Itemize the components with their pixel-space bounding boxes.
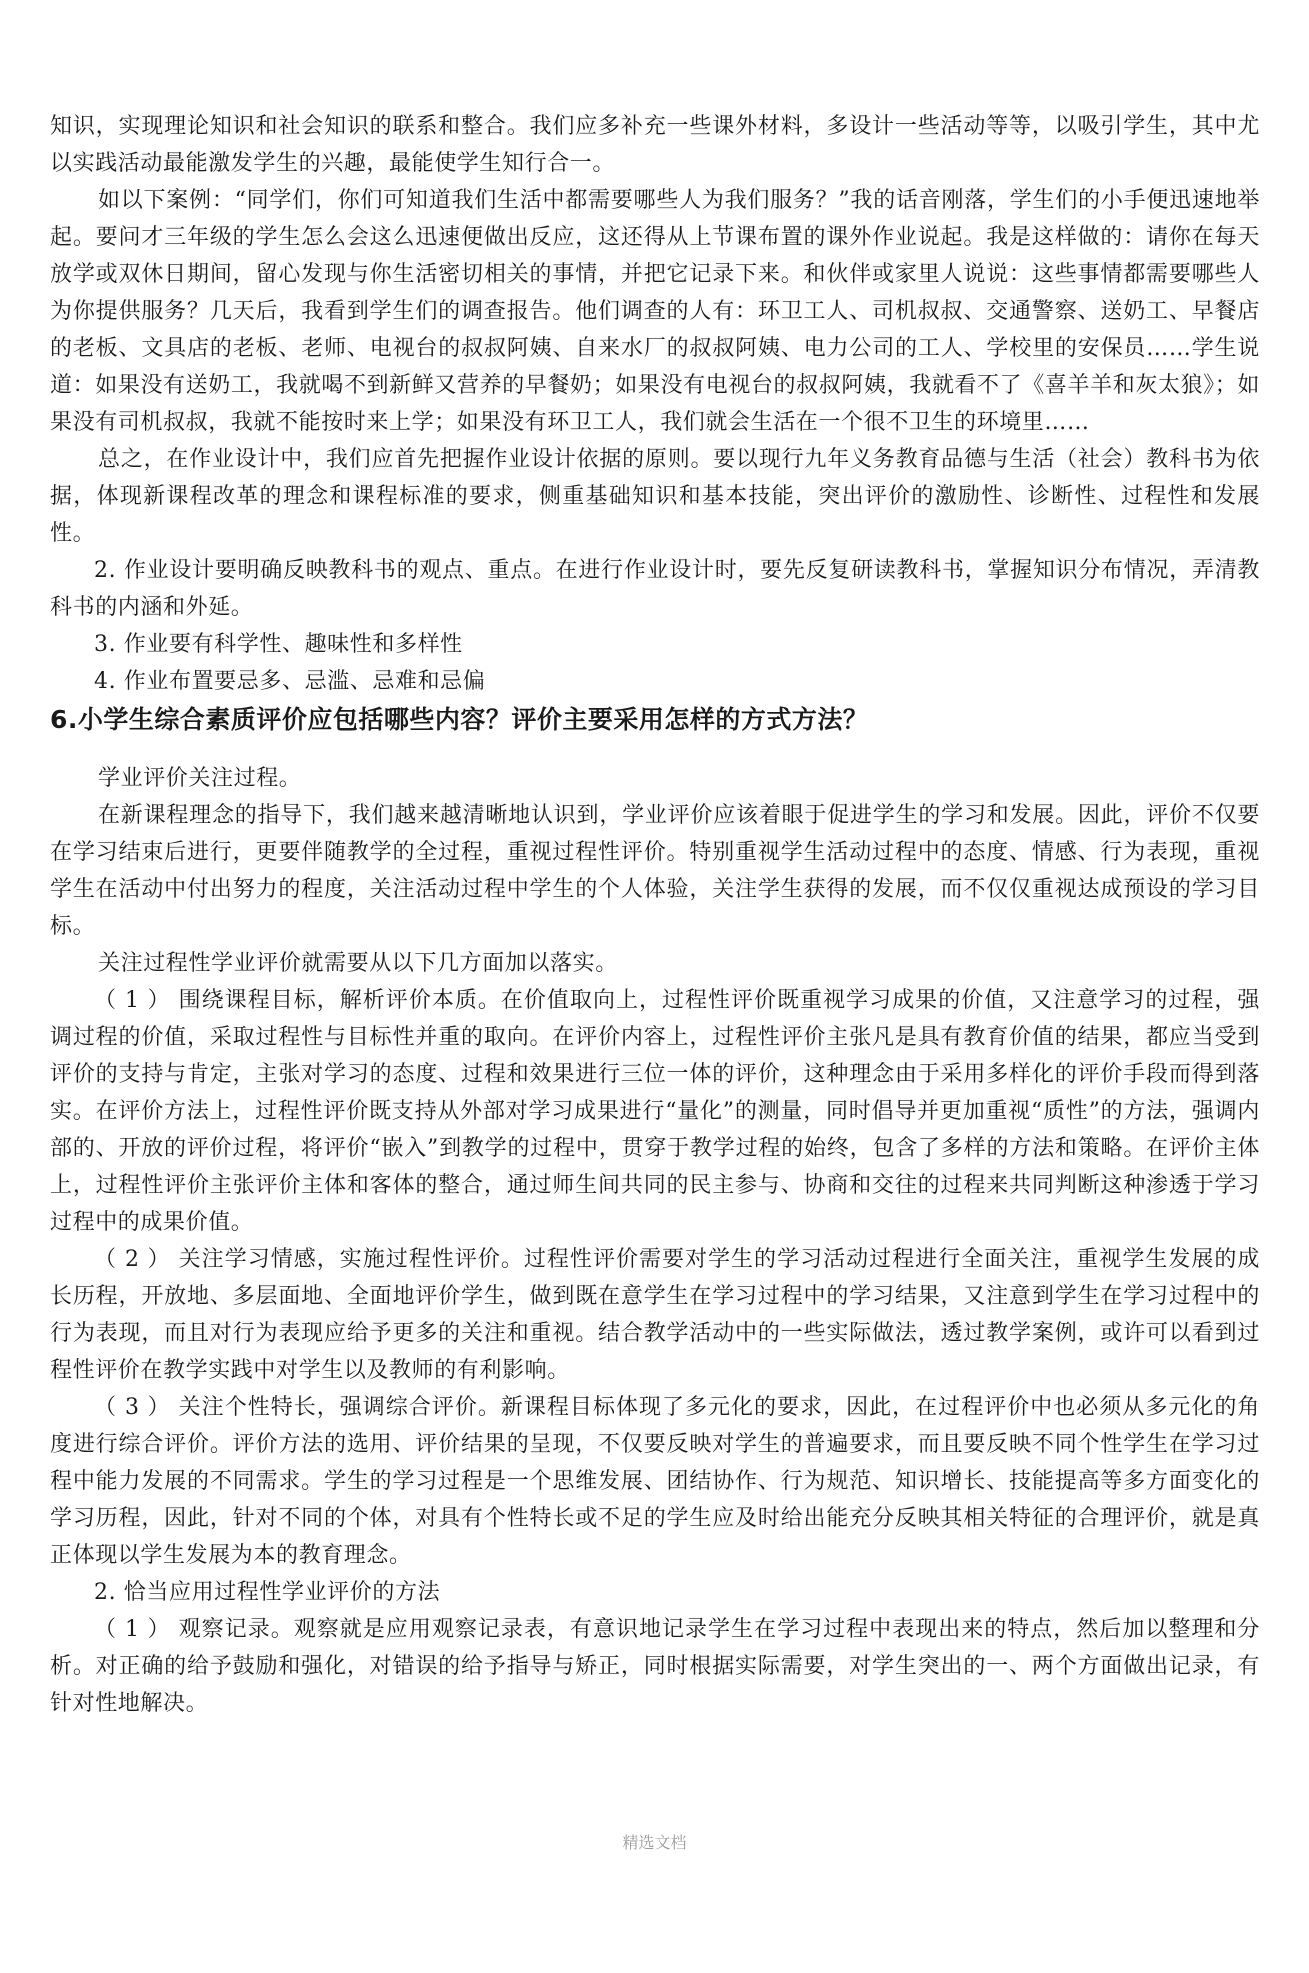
paragraph-implementation: 关注过程性学业评价就需要从以下几方面加以落实。 xyxy=(98,951,618,976)
paragraph-continuation: 知识，实现理论知识和社会知识的联系和整合。我们应多补充一些课外材料，多设计一些活动等等，以吸引学生，其中尤以实践活动最能激发学生的兴趣，最能使学生知行合一。 xyxy=(50,114,1260,176)
paragraph-point-3: （ 3 ） 关注个性特长，强调综合评价。新课程目标体现了多元化的要求，因此，在过程评价中也必须从多元化的角度进行综合评价。评价方法的选用、评价结果的呈现，不仅要反映对学生的普遍要求，而且要反映不同个性学生在学习过程中能力发展的不同需求。学生的学习过程是一个思维发展、团结协作、行为规范、知识增长、技能提高等多方面变化的学习历程，因此，针对不同的个体，对具有个性特长或不足的学生应及时给出能充分反映其相关特征的合理评价，就是真正体现以学生发展为本的教育理念。 xyxy=(50,1395,1260,1568)
paragraph-new-curriculum: 在新课程理念的指导下，我们越来越清晰地认识到，学业评价应该着眼于促进学生的学习和发展。因此，评价不仅要在学习结束后进行，更要伴随教学的全过程，重视过程性评价。特别重视学生活动过程中的态度、情感、行为表现，重视学生在活动中付出努力的程度，关注活动过程中学生的个人体验，关注学生获得的发展，而不仅仅重视达成预设的学习目标。 xyxy=(50,803,1260,939)
paragraph-observation: （ 1 ） 观察记录。观察就是应用观察记录表，有意识地记录学生在学习过程中表现出来的特点，然后加以整理和分析。对正确的给予鼓励和强化，对错误的给予指导与矫正，同时根据实际需要，对学生突出的一、两个方面做出记录，有针对性地解决。 xyxy=(50,1617,1260,1716)
page-footer: 精选文档 xyxy=(622,1833,687,1852)
list-item-4: 4. 作业布置要忌多、忌滥、忌难和忌偏 xyxy=(94,669,486,694)
paragraph-point-1: （ 1 ） 围绕课程目标，解析评价本质。在价值取向上，过程性评价既重视学习成果的价值，又注意学习的过程，强调过程的价值，采取过程性与目标性并重的取向。在评价内容上，过程性评价主张凡是具有教育价值的结果，都应当受到评价的支持与肯定，主张对学习的态度、过程和效果进行三位一体的评价，这种理念由于采用多样化的评价手段而得到落实。在评价方法上，过程性评价既支持从外部对学习成果进行“量化”的测量，同时倡导并更加重视“质性”的方法，强调内部的、开放的评价过程，将评价“嵌入”到教学的过程中，贯穿于教学过程的始终，包含了多样的方法和策略。在评价主体上，过程性评价主张评价主体和客体的整合，通过师生间共同的民主参与、协商和交往的过程来共同判断这种渗透于学习过程中的成果价值。 xyxy=(50,988,1260,1235)
list-item-2: 2. 作业设计要明确反映教科书的观点、重点。在进行作业设计时，要先反复研读教科书，掌握知识分布情况，弄清教科书的内涵和外延。 xyxy=(50,558,1260,620)
paragraph-point-2: （ 2 ） 关注学习情感，实施过程性评价。过程性评价需要对学生的学习活动过程进行全面关注，重视学生发展的成长历程，开放地、多层面地、全面地评价学生，做到既在意学生在学习过程中的学习结果，又注意到学生在学习过程中的行为表现，而且对行为表现应给予更多的关注和重视。结合教学活动中的一些实际做法，透过教学案例，或许可以看到过程性评价在教学实践中对学生以及教师的有利影响。 xyxy=(50,1247,1260,1383)
paragraph-method-heading: 2. 恰当应用过程性学业评价的方法 xyxy=(94,1580,441,1605)
document-page xyxy=(50,108,1260,1722)
paragraph-summary: 总之，在作业设计中，我们应首先把握作业设计依据的原则。要以现行九年义务教育品德与生活（社会）教科书为依据，体现新课程改革的理念和课程标准的要求，侧重基础知识和基本技能，突出评价的激励性、诊断性、过程性和发展性。 xyxy=(50,447,1260,546)
list-item-3: 3. 作业要有科学性、趣味性和多样性 xyxy=(94,632,463,657)
paragraph-case-example: 如以下案例：“同学们，你们可知道我们生活中都需要哪些人为我们服务？”我的话音刚落，学生们的小手便迅速地举起。要问才三年级的学生怎么会这么迅速便做出反应，这还得从上节课布置的课外作业说起。我是这样做的：请你在每天放学或双休日期间，留心发现与你生活密切相关的事情，并把它记录下来。和伙伴或家里人说说：这些事情都需要哪些人为你提供服务？几天后，我看到学生们的调查报告。他们调查的人有：环卫工人、司机叔叔、交通警察、送奶工、早餐店的老板、文具店的老板、老师、电视台的叔叔阿姨、自来水厂的叔叔阿姨、电力公司的工人、学校里的安保员……学生说道：如果没有送奶工，我就喝不到新鲜又营养的早餐奶；如果没有电视台的叔叔阿姨，我就看不了《喜羊羊和灰太狼》；如果没有司机叔叔，我就不能按时来上学；如果没有环卫工人，我们就会生活在一个很不卫生的环境里…… xyxy=(50,188,1260,435)
paragraph-focus-process: 学业评价关注过程。 xyxy=(98,766,302,791)
section-heading: 6.小学生综合素质评价应包括哪些内容？评价主要采用怎样的方式方法？ xyxy=(50,705,869,734)
